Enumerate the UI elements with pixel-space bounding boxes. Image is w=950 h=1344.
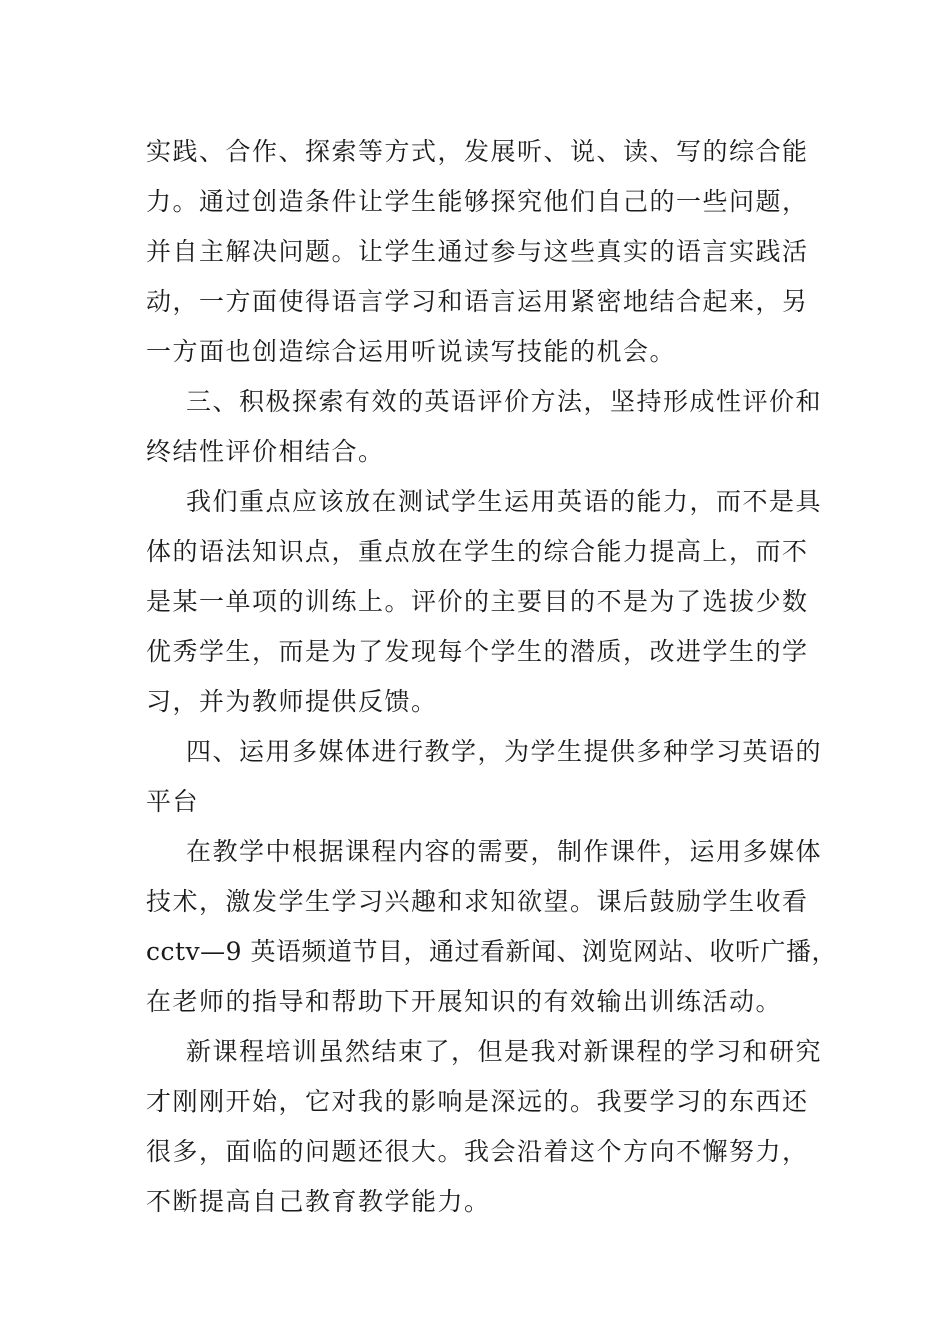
text-line: 在教学中根据课程内容的需要，制作课件，运用多媒体 — [186, 837, 823, 866]
text-line: 不断提高自己教育教学能力。 — [146, 1187, 491, 1216]
text-line: cctv—9 英语频道节目，通过看新闻、浏览网站、收听广播， — [146, 937, 838, 966]
section-heading-4-cont: 平台 — [146, 787, 200, 816]
section-heading-3: 三、积极探索有效的英语评价方法，坚持形成性评价和 — [186, 387, 823, 416]
text-line: 力。通过创造条件让学生能够探究他们自己的一些问题， — [146, 187, 809, 216]
text-line: 实践、合作、探索等方式，发展听、说、读、写的综合能 — [146, 137, 809, 166]
text-line: 一方面也创造综合运用听说读写技能的机会。 — [146, 337, 677, 366]
text-line: 并自主解决问题。让学生通过参与这些真实的语言实践活 — [146, 237, 809, 266]
text-line: 很多，面临的问题还很大。我会沿着这个方向不懈努力， — [146, 1137, 809, 1166]
text-line: 技术，激发学生学习兴趣和求知欲望。课后鼓励学生收看 — [146, 887, 809, 916]
text-line: 体的语法知识点，重点放在学生的综合能力提高上，而不 — [146, 537, 809, 566]
text-line: 是某一单项的训练上。评价的主要目的不是为了选拔少数 — [146, 587, 809, 616]
text-line: 新课程培训虽然结束了，但是我对新课程的学习和研究 — [186, 1037, 823, 1066]
text-line: 在老师的指导和帮助下开展知识的有效输出训练活动。 — [146, 987, 783, 1016]
text-line: 优秀学生，而是为了发现每个学生的潜质，改进学生的学 — [146, 637, 809, 666]
text-line: 习，并为教师提供反馈。 — [146, 687, 438, 716]
text-line: 动，一方面使得语言学习和语言运用紧密地结合起来，另 — [146, 287, 809, 316]
section-heading-4: 四、运用多媒体进行教学，为学生提供多种学习英语的 — [186, 737, 823, 766]
section-heading-3-cont: 终结性评价相结合。 — [146, 437, 385, 466]
text-line: 我们重点应该放在测试学生运用英语的能力，而不是具 — [186, 487, 823, 516]
text-line: 才刚刚开始，它对我的影响是深远的。我要学习的东西还 — [146, 1087, 809, 1116]
